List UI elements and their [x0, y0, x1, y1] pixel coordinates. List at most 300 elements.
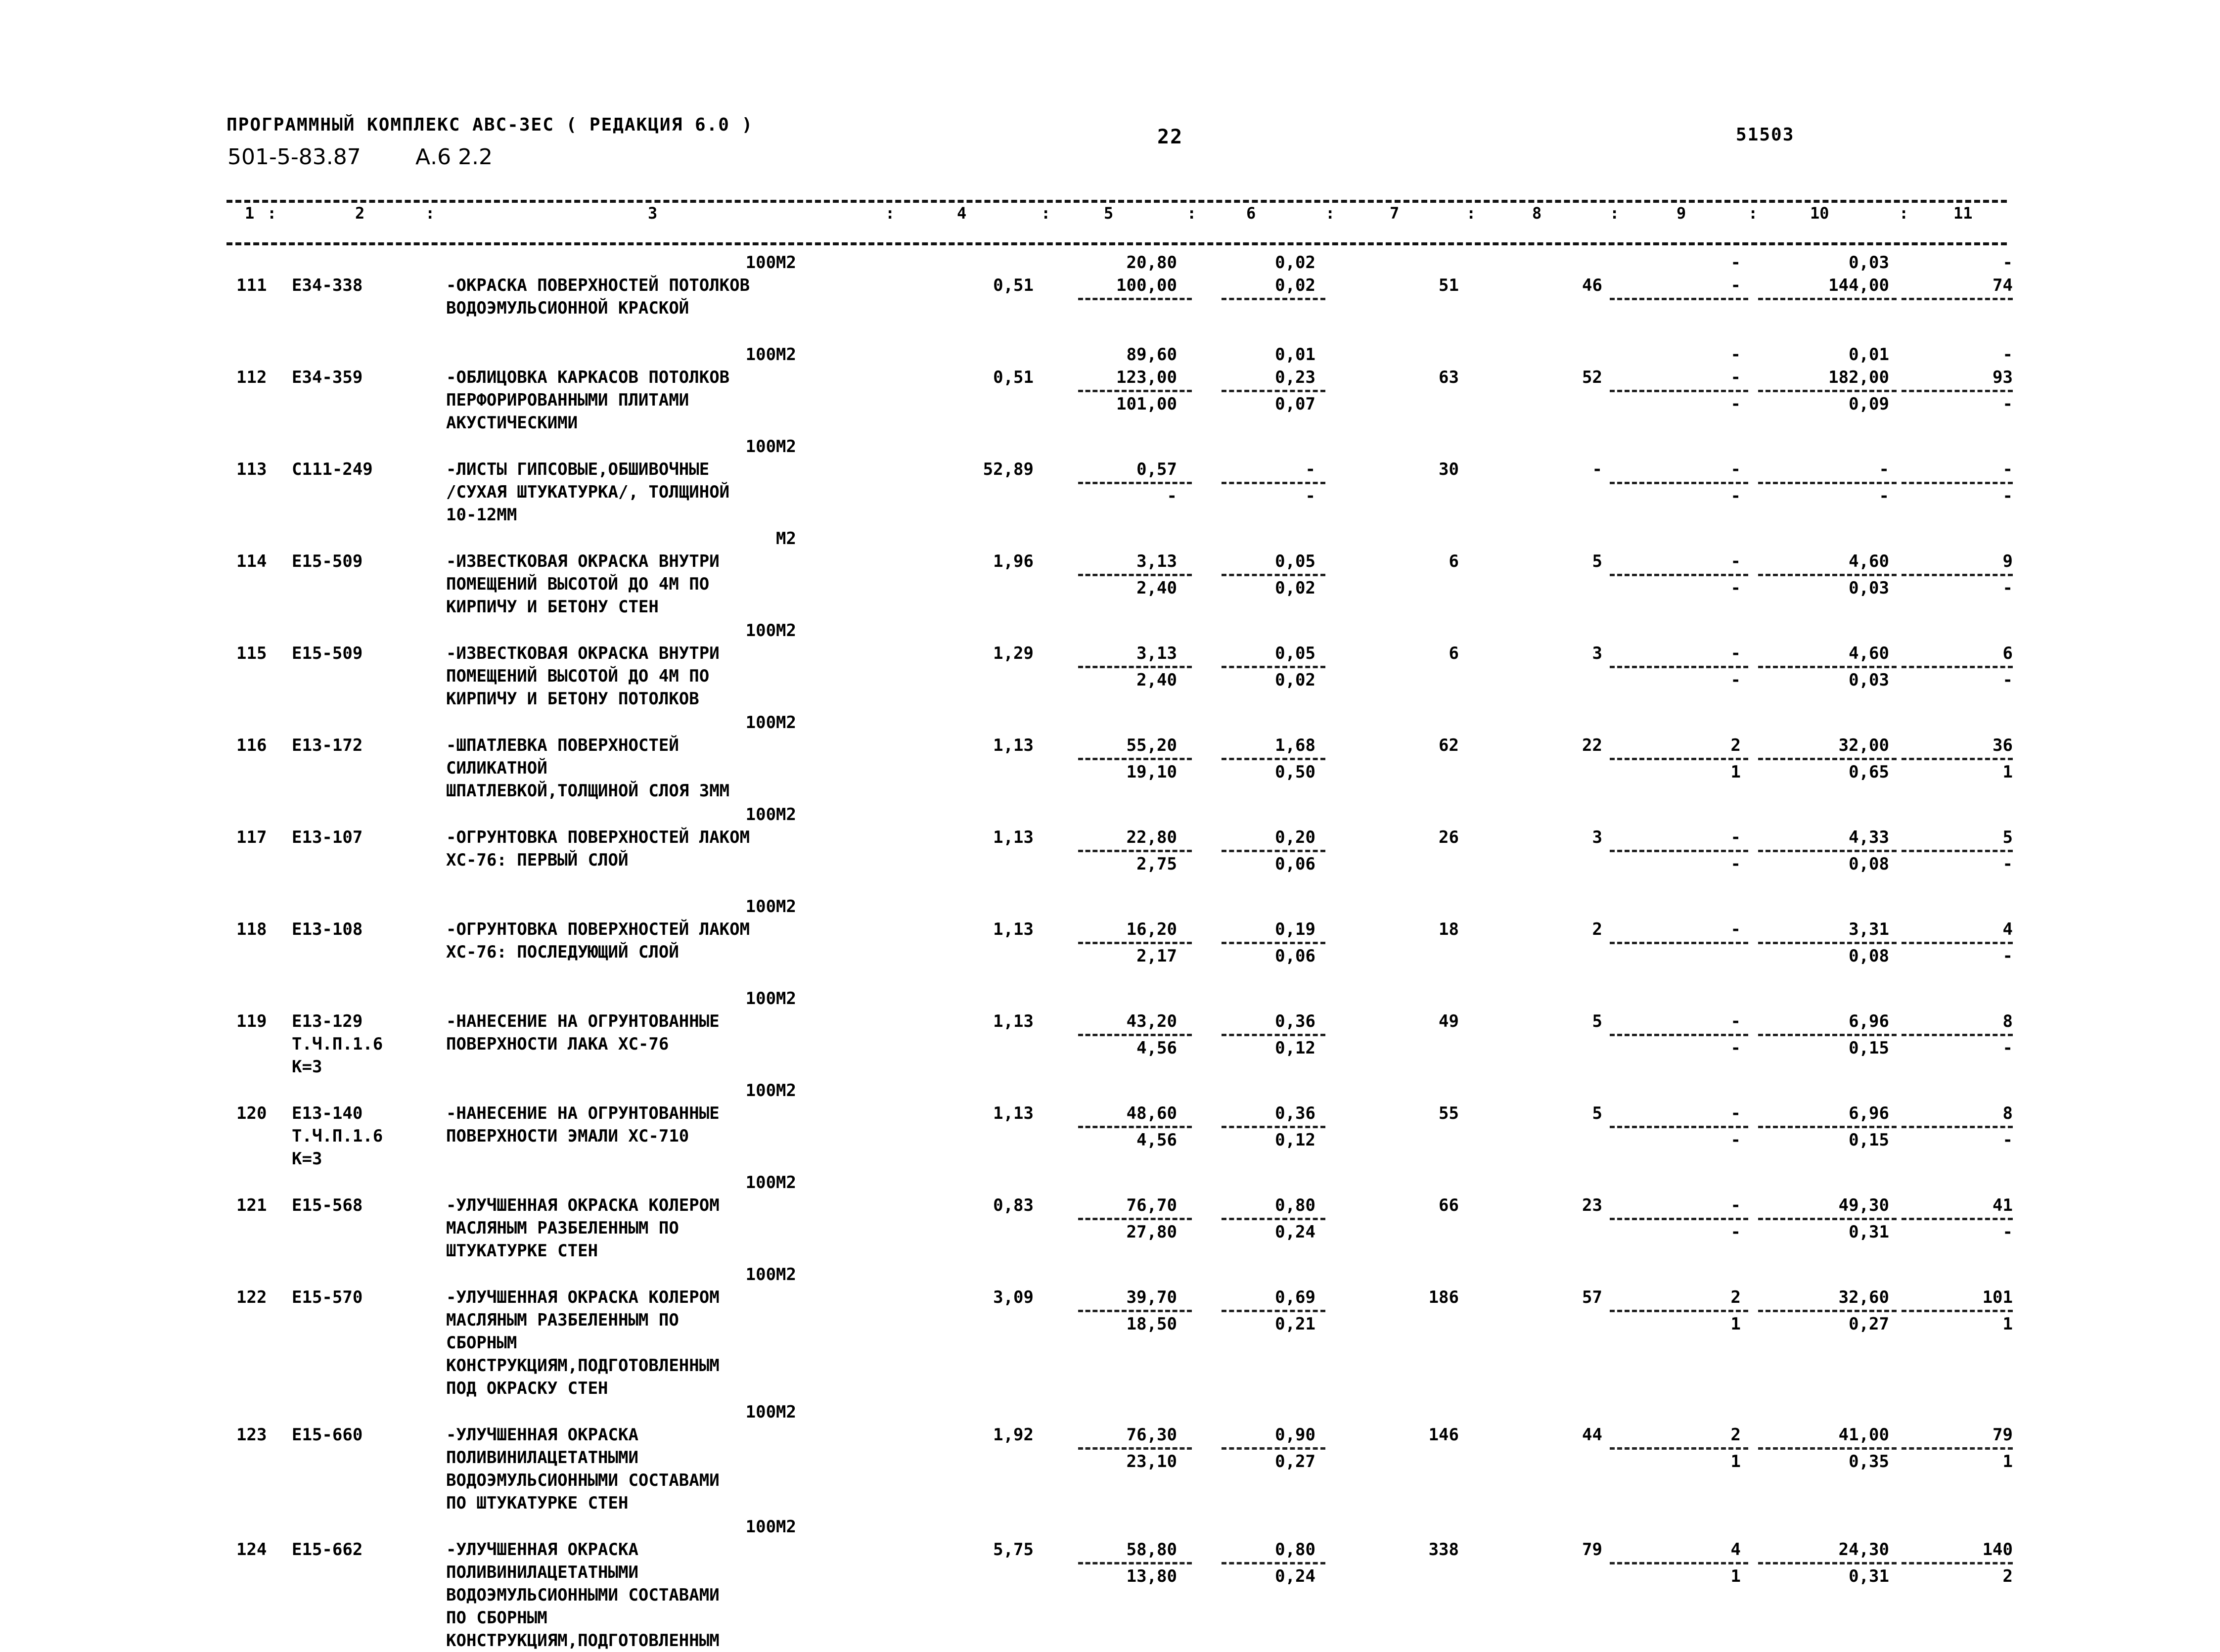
cell-c10-sub: 0,65 — [1849, 762, 1889, 782]
cell-c10-sub: 0,03 — [1849, 578, 1889, 598]
row-description: 10-12ММ — [446, 505, 517, 525]
row-unit: 100М2 — [745, 897, 796, 917]
cell-divider — [1610, 1126, 1748, 1128]
row-unit: М2 — [776, 529, 796, 549]
cell-col4: 52,89 — [983, 459, 1034, 479]
row-number: 115 — [236, 643, 267, 663]
row-code: Т.Ч.П.1.6 — [292, 1034, 383, 1054]
column-separator: : — [1899, 204, 1909, 223]
cell-divider — [1902, 390, 2013, 392]
cell-col7: 51 — [1439, 275, 1459, 295]
cell-c9-sub: - — [1730, 1222, 1741, 1242]
cell-col8: 5 — [1592, 551, 1602, 571]
row-description: -НАНЕСЕНИЕ НА ОГРУНТОВАННЫЕ — [446, 1011, 720, 1031]
cell-divider — [1758, 574, 1897, 576]
row-description: ПОЛИВИНИЛАЦЕТАТНЫМИ — [446, 1562, 638, 1582]
row-number: 113 — [236, 459, 267, 479]
cell-c5-sub: 27,80 — [1126, 1222, 1177, 1242]
cell-divider — [1078, 1447, 1192, 1450]
cell-c6-sub: - — [1305, 486, 1315, 506]
column-header-row — [0, 198, 2220, 232]
cell-c5-main: 0,57 — [1136, 459, 1177, 479]
cell-col8: 3 — [1592, 643, 1602, 663]
row-description: ПОВЕРХНОСТИ ЭМАЛИ ХС-710 — [446, 1126, 689, 1146]
cell-col8: 44 — [1582, 1425, 1602, 1445]
cell-divider — [1610, 758, 1748, 760]
cell-divider — [1222, 482, 1325, 484]
row-number: 122 — [236, 1287, 267, 1307]
row-description: -ИЗВЕСТКОВАЯ ОКРАСКА ВНУТРИ — [446, 643, 720, 663]
cell-c6-sub: 0,27 — [1275, 1452, 1315, 1471]
cell-c5-main: 123,00 — [1116, 367, 1177, 387]
column-header-6: 6 — [1246, 204, 1256, 223]
cell-c6-main: 0,69 — [1275, 1287, 1315, 1307]
row-description: -ШПАТЛЕВКА ПОВЕРХНОСТЕЙ — [446, 735, 679, 755]
column-header-11: 11 — [1953, 204, 1973, 223]
cell-c5-sub: 2,17 — [1136, 946, 1177, 966]
cell-col7: 6 — [1449, 643, 1459, 663]
cell-divider — [1078, 482, 1192, 484]
row-description: -НАНЕСЕНИЕ НА ОГРУНТОВАННЫЕ — [446, 1103, 720, 1123]
cell-c6-sub: 0,50 — [1275, 762, 1315, 782]
row-description: /СУХАЯ ШТУКАТУРКА/, ТОЛЩИНОЙ — [446, 482, 730, 502]
cell-divider — [1758, 758, 1897, 760]
cell-c5-main: 43,20 — [1126, 1011, 1177, 1031]
column-header-7: 7 — [1390, 204, 1400, 223]
cell-c10-main: - — [1879, 459, 1889, 479]
cell-divider — [1758, 482, 1897, 484]
row-description: ШПАТЛЕВКОЙ,ТОЛЩИНОЙ СЛОЯ 3ММ — [446, 781, 730, 801]
column-separator: : — [1041, 204, 1051, 223]
cell-c5-sub: 2,75 — [1136, 854, 1177, 874]
cell-c11-sub: - — [2002, 854, 2013, 874]
cell-c6-sub: 0,07 — [1275, 394, 1315, 414]
cell-c5-sub: 18,50 — [1126, 1314, 1177, 1334]
cell-divider — [1078, 298, 1192, 300]
cell-c5-main: 16,20 — [1126, 919, 1177, 939]
row-unit: 100М2 — [745, 713, 796, 733]
cell-c11-main: 41 — [1993, 1195, 2013, 1215]
cell-divider — [1222, 1562, 1325, 1564]
row-unit: 100М2 — [745, 1517, 796, 1537]
row-description: КИРПИЧУ И БЕТОНУ СТЕН — [446, 597, 659, 617]
cell-c5-main: 100,00 — [1116, 275, 1177, 295]
cell-divider — [1758, 390, 1897, 392]
row-description: ПОД ОКРАСКУ СТЕН — [446, 1378, 608, 1398]
cell-divider — [1078, 1562, 1192, 1564]
cell-c11-extra: - — [2002, 253, 2013, 273]
cell-c11-main: 101 — [1982, 1287, 2013, 1307]
row-description: ПЕРФОРИРОВАННЫМИ ПЛИТАМИ — [446, 390, 689, 410]
cell-c9-sub: 1 — [1730, 1452, 1741, 1471]
row-description: -ОГРУНТОВКА ПОВЕРХНОСТЕЙ ЛАКОМ — [446, 919, 750, 939]
cell-c11-extra: - — [2002, 345, 2013, 365]
cell-divider — [1758, 666, 1897, 668]
header-bottom-rule — [227, 242, 2007, 245]
cell-c9-main: - — [1730, 459, 1741, 479]
cell-c10-extra: 0,03 — [1849, 253, 1889, 273]
cell-c5-sub: 4,56 — [1136, 1038, 1177, 1058]
cell-divider — [1902, 1447, 2013, 1450]
row-description: -ЛИСТЫ ГИПСОВЫЕ,ОБШИВОЧНЫЕ — [446, 459, 710, 479]
cell-col7: 62 — [1439, 735, 1459, 755]
cell-c5-sub: 101,00 — [1116, 394, 1177, 414]
cell-divider — [1222, 666, 1325, 668]
row-number: 124 — [236, 1540, 267, 1560]
cell-divider — [1610, 390, 1748, 392]
cell-c11-sub: - — [2002, 578, 2013, 598]
row-description: КИРПИЧУ И БЕТОНУ ПОТОЛКОВ — [446, 689, 699, 709]
cell-c9-main: 2 — [1730, 1425, 1741, 1445]
cell-c11-main: 36 — [1993, 735, 2013, 755]
row-description: КОНСТРУКЦИЯМ,ПОДГОТОВЛЕННЫМ — [446, 1631, 720, 1651]
cell-c10-main: 24,30 — [1838, 1540, 1889, 1560]
cell-col4: 0,51 — [993, 275, 1034, 295]
cell-c10-main: 4,60 — [1849, 643, 1889, 663]
cell-c9-main: - — [1730, 1103, 1741, 1123]
cell-c9-extra: - — [1730, 253, 1741, 273]
row-description: СИЛИКАТНОЙ — [446, 758, 547, 778]
row-description: МАСЛЯНЫМ РАЗБЕЛЕННЫМ ПО — [446, 1310, 679, 1330]
cell-divider — [1078, 1218, 1192, 1220]
cell-col8: 22 — [1582, 735, 1602, 755]
cell-c11-main: 93 — [1993, 367, 2013, 387]
cell-divider — [1610, 574, 1748, 576]
row-description: МАСЛЯНЫМ РАЗБЕЛЕННЫМ ПО — [446, 1218, 679, 1238]
cell-c6-main: 0,90 — [1275, 1425, 1315, 1445]
row-description: ПОМЕЩЕНИЙ ВЫСОТОЙ ДО 4М ПО — [446, 574, 710, 594]
cell-c9-extra: - — [1730, 345, 1741, 365]
cell-divider — [1610, 1310, 1748, 1312]
cell-divider — [1078, 1126, 1192, 1128]
cell-divider — [1078, 850, 1192, 852]
row-number: 118 — [236, 919, 267, 939]
cell-col8: 2 — [1592, 919, 1602, 939]
cell-c10-sub: 0,08 — [1849, 854, 1889, 874]
cell-col4: 0,51 — [993, 367, 1034, 387]
cell-col4: 1,29 — [993, 643, 1034, 663]
cell-c6-sub: 0,24 — [1275, 1566, 1315, 1586]
cell-c5-sub: 2,40 — [1136, 670, 1177, 690]
cell-c10-sub: 0,27 — [1849, 1314, 1889, 1334]
cell-divider — [1222, 758, 1325, 760]
cell-c10-main: 144,00 — [1828, 275, 1889, 295]
cell-divider — [1902, 1218, 2013, 1220]
cell-col4: 0,83 — [993, 1195, 1034, 1215]
row-description: ХС-76: ПОСЛЕДУЮЩИЙ СЛОЙ — [446, 942, 679, 962]
row-description: ПОВЕРХНОСТИ ЛАКА ХС-76 — [446, 1034, 669, 1054]
cell-c6-main: 0,23 — [1275, 367, 1315, 387]
cell-c5-sub: - — [1167, 486, 1177, 506]
row-code: Е15-660 — [292, 1425, 363, 1445]
row-description: ПОМЕЩЕНИЙ ВЫСОТОЙ ДО 4М ПО — [446, 666, 710, 686]
cell-c10-extra: 0,01 — [1849, 345, 1889, 365]
cell-c10-sub: 0,15 — [1849, 1038, 1889, 1058]
cell-divider — [1902, 298, 2013, 300]
row-code: К=3 — [292, 1057, 322, 1077]
cell-divider — [1078, 1310, 1192, 1312]
cell-c9-sub: - — [1730, 578, 1741, 598]
cell-c9-main: - — [1730, 919, 1741, 939]
row-description: -ОБЛИЦОВКА КАРКАСОВ ПОТОЛКОВ — [446, 367, 730, 387]
cell-c11-sub: - — [2002, 1038, 2013, 1058]
cell-col8: 5 — [1592, 1103, 1602, 1123]
row-description: АКУСТИЧЕСКИМИ — [446, 413, 578, 433]
cell-divider — [1902, 1562, 2013, 1564]
cell-c5-main: 58,80 — [1126, 1540, 1177, 1560]
row-description: ШТУКАТУРКЕ СТЕН — [446, 1241, 598, 1261]
row-unit: 100М2 — [745, 253, 796, 273]
cell-divider — [1610, 666, 1748, 668]
cell-c9-sub: 1 — [1730, 1314, 1741, 1334]
cell-col8: 79 — [1582, 1540, 1602, 1560]
cell-c11-main: 140 — [1982, 1540, 2013, 1560]
cell-divider — [1610, 850, 1748, 852]
cell-divider — [1758, 1218, 1897, 1220]
cell-col4: 3,09 — [993, 1287, 1034, 1307]
cell-c9-main: 2 — [1730, 735, 1741, 755]
cell-divider — [1758, 1034, 1897, 1036]
cell-divider — [1222, 1447, 1325, 1450]
cell-c9-sub: - — [1730, 1038, 1741, 1058]
cell-divider — [1610, 1447, 1748, 1450]
cell-divider — [1610, 1218, 1748, 1220]
cell-c10-sub: 0,31 — [1849, 1566, 1889, 1586]
cell-divider — [1758, 1562, 1897, 1564]
row-unit: 100М2 — [745, 437, 796, 457]
cell-col7: 63 — [1439, 367, 1459, 387]
cell-c6-main: - — [1305, 459, 1315, 479]
cell-c5-sub: 2,40 — [1136, 578, 1177, 598]
column-header-10: 10 — [1810, 204, 1829, 223]
row-number: 120 — [236, 1103, 267, 1123]
cell-c11-sub: - — [2002, 1222, 2013, 1242]
row-code: Е15-509 — [292, 643, 363, 663]
cell-col7: 146 — [1428, 1425, 1459, 1445]
cell-c9-main: 4 — [1730, 1540, 1741, 1560]
cell-c9-sub: - — [1730, 854, 1741, 874]
cell-c11-sub: - — [2002, 946, 2013, 966]
column-header-1: 1 — [245, 204, 255, 223]
cell-c6-main: 0,36 — [1275, 1103, 1315, 1123]
cell-c6-sub: 0,12 — [1275, 1038, 1315, 1058]
cell-divider — [1902, 942, 2013, 944]
cell-divider — [1610, 482, 1748, 484]
cell-c10-sub: 0,09 — [1849, 394, 1889, 414]
cell-divider — [1222, 850, 1325, 852]
cell-c10-main: 32,00 — [1838, 735, 1889, 755]
cell-divider — [1902, 482, 2013, 484]
cell-divider — [1610, 298, 1748, 300]
column-separator: : — [1610, 204, 1620, 223]
cell-c11-main: 4 — [2002, 919, 2013, 939]
cell-divider — [1758, 1310, 1897, 1312]
cell-c10-main: 32,60 — [1838, 1287, 1889, 1307]
cell-c6-extra: 0,02 — [1275, 253, 1315, 273]
cell-c5-sub: 19,10 — [1126, 762, 1177, 782]
row-number: 112 — [236, 367, 267, 387]
cell-c6-main: 0,19 — [1275, 919, 1315, 939]
cell-divider — [1758, 850, 1897, 852]
cell-c11-sub: 1 — [2002, 1452, 2013, 1471]
row-code: Е13-129 — [292, 1011, 363, 1031]
cell-divider — [1078, 390, 1192, 392]
cell-divider — [1222, 390, 1325, 392]
row-number: 111 — [236, 275, 267, 295]
row-number: 114 — [236, 551, 267, 571]
row-unit: 100М2 — [745, 1081, 796, 1101]
cell-col8: 52 — [1582, 367, 1602, 387]
cell-col4: 1,96 — [993, 551, 1034, 571]
row-number: 121 — [236, 1195, 267, 1215]
cell-col4: 1,13 — [993, 735, 1034, 755]
cell-c6-sub: 0,02 — [1275, 578, 1315, 598]
cell-c9-sub: - — [1730, 670, 1741, 690]
cell-divider — [1222, 1126, 1325, 1128]
row-code: С111-249 — [292, 459, 373, 479]
cell-col8: - — [1592, 459, 1602, 479]
cell-c10-sub: 0,08 — [1849, 946, 1889, 966]
cell-divider — [1902, 758, 2013, 760]
cell-divider — [1078, 942, 1192, 944]
row-description: -УЛУЧШЕННАЯ ОКРАСКА КОЛЕРОМ — [446, 1195, 720, 1215]
row-description: КОНСТРУКЦИЯМ,ПОДГОТОВЛЕННЫМ — [446, 1356, 720, 1376]
row-description: ПО ШТУКАТУРКЕ СТЕН — [446, 1493, 629, 1513]
cell-c9-sub: 1 — [1730, 1566, 1741, 1586]
cell-col7: 66 — [1439, 1195, 1459, 1215]
cell-c9-main: - — [1730, 827, 1741, 847]
cell-col7: 30 — [1439, 459, 1459, 479]
column-separator: : — [1325, 204, 1335, 223]
row-code: Е15-570 — [292, 1287, 363, 1307]
cell-c6-main: 0,20 — [1275, 827, 1315, 847]
cell-c9-main: - — [1730, 1011, 1741, 1031]
cell-divider — [1902, 574, 2013, 576]
cell-col7: 49 — [1439, 1011, 1459, 1031]
cell-c5-sub: 23,10 — [1126, 1452, 1177, 1471]
row-code: Е15-509 — [292, 551, 363, 571]
row-code: Е15-568 — [292, 1195, 363, 1215]
handwritten-sheet-ref: А.6 2.2 — [415, 144, 493, 170]
row-unit: 100М2 — [745, 345, 796, 365]
cell-divider — [1902, 1034, 2013, 1036]
column-header-3: 3 — [648, 204, 658, 223]
column-separator: : — [1748, 204, 1758, 223]
row-description: -УЛУЧШЕННАЯ ОКРАСКА КОЛЕРОМ — [446, 1287, 720, 1307]
cell-divider — [1078, 758, 1192, 760]
cell-c6-sub: 0,02 — [1275, 670, 1315, 690]
cell-c6-sub: 0,12 — [1275, 1130, 1315, 1150]
cell-c10-sub: - — [1879, 486, 1889, 506]
row-number: 116 — [236, 735, 267, 755]
row-code: Е13-108 — [292, 919, 363, 939]
cell-c10-main: 6,96 — [1849, 1011, 1889, 1031]
row-number: 117 — [236, 827, 267, 847]
row-description: ВОДОЭМУЛЬСИОННОЙ КРАСКОЙ — [446, 298, 689, 318]
cell-c10-sub: 0,15 — [1849, 1130, 1889, 1150]
cell-c10-main: 3,31 — [1849, 919, 1889, 939]
row-description: ПО СБОРНЫМ — [446, 1608, 547, 1628]
cell-c6-main: 1,68 — [1275, 735, 1315, 755]
cell-divider — [1222, 1218, 1325, 1220]
cell-c5-main: 39,70 — [1126, 1287, 1177, 1307]
cell-c10-main: 4,33 — [1849, 827, 1889, 847]
cell-c5-extra: 20,80 — [1126, 253, 1177, 273]
row-unit: 100М2 — [745, 805, 796, 825]
cell-divider — [1222, 298, 1325, 300]
cell-c11-main: 8 — [2002, 1103, 2013, 1123]
cell-divider — [1610, 1562, 1748, 1564]
cell-c11-sub: - — [2002, 394, 2013, 414]
cell-c11-main: 79 — [1993, 1425, 2013, 1445]
cell-divider — [1758, 1447, 1897, 1450]
cell-c5-sub: 13,80 — [1126, 1566, 1177, 1586]
page-number: 22 — [1157, 126, 1183, 148]
cell-col4: 1,13 — [993, 1011, 1034, 1031]
cell-c6-sub: 0,06 — [1275, 946, 1315, 966]
column-separator: : — [425, 204, 435, 223]
cell-c5-extra: 89,60 — [1126, 345, 1177, 365]
handwritten-project-number: 501-5-83.87 — [227, 144, 361, 170]
cell-col7: 338 — [1428, 1540, 1459, 1560]
cell-divider — [1758, 1126, 1897, 1128]
cell-c9-sub: - — [1730, 486, 1741, 506]
cell-c6-main: 0,80 — [1275, 1540, 1315, 1560]
cell-divider — [1610, 1034, 1748, 1036]
program-title: ПРОГРАММНЫЙ КОМПЛЕКС АВС-ЗЕС ( РЕДАКЦИЯ 6.0 ) — [227, 115, 754, 135]
cell-c11-sub: - — [2002, 1130, 2013, 1150]
row-code: Е15-662 — [292, 1540, 363, 1560]
column-separator: : — [1466, 204, 1476, 223]
column-header-8: 8 — [1532, 204, 1542, 223]
cell-c9-sub: - — [1730, 394, 1741, 414]
cell-c6-main: 0,05 — [1275, 643, 1315, 663]
row-code: Е13-140 — [292, 1103, 363, 1123]
cell-col8: 57 — [1582, 1287, 1602, 1307]
cell-divider — [1222, 942, 1325, 944]
cell-divider — [1902, 666, 2013, 668]
cell-c6-main: 0,80 — [1275, 1195, 1315, 1215]
cell-divider — [1902, 1310, 2013, 1312]
row-code: Е34-359 — [292, 367, 363, 387]
cell-c9-main: - — [1730, 643, 1741, 663]
cell-col4: 1,13 — [993, 1103, 1034, 1123]
cell-c9-sub: 1 — [1730, 762, 1741, 782]
row-code: К=3 — [292, 1149, 322, 1169]
cell-c6-main: 0,02 — [1275, 275, 1315, 295]
cell-divider — [1610, 942, 1748, 944]
cell-c10-sub: 0,03 — [1849, 670, 1889, 690]
cell-col7: 186 — [1428, 1287, 1459, 1307]
cell-divider — [1902, 850, 2013, 852]
column-separator: : — [885, 204, 895, 223]
cell-c10-sub: 0,35 — [1849, 1452, 1889, 1471]
row-description: ХС-76: ПЕРВЫЙ СЛОЙ — [446, 850, 629, 870]
cell-col7: 18 — [1439, 919, 1459, 939]
cell-c11-main: - — [2002, 459, 2013, 479]
cell-divider — [1758, 298, 1897, 300]
cell-c6-extra: 0,01 — [1275, 345, 1315, 365]
cell-c6-sub: 0,21 — [1275, 1314, 1315, 1334]
cell-divider — [1222, 1034, 1325, 1036]
cell-c11-sub: - — [2002, 486, 2013, 506]
row-description: -УЛУЧШЕННАЯ ОКРАСКА — [446, 1540, 638, 1560]
cell-c5-main: 76,70 — [1126, 1195, 1177, 1215]
document-code: 51503 — [1736, 125, 1795, 145]
row-description: -ОГРУНТОВКА ПОВЕРХНОСТЕЙ ЛАКОМ — [446, 827, 750, 847]
cell-col8: 23 — [1582, 1195, 1602, 1215]
cell-divider — [1758, 942, 1897, 944]
